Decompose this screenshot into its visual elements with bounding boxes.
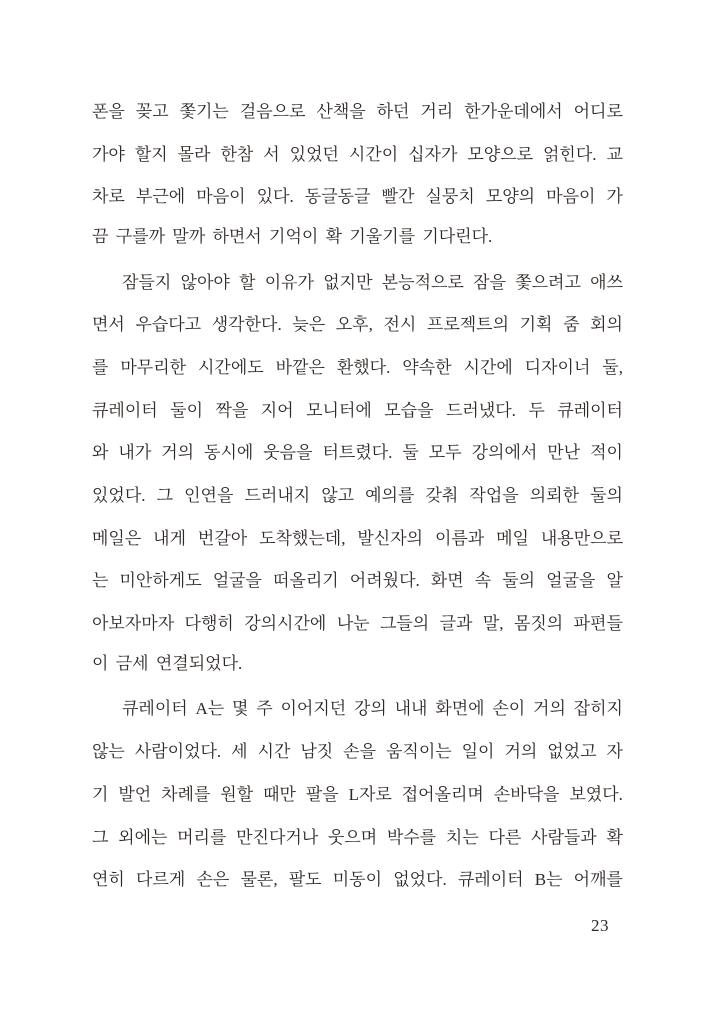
word: 만난 [547, 443, 581, 463]
word: 않아야 [180, 272, 230, 292]
word: 프로젝트의 [426, 315, 510, 335]
word: 모두 [428, 443, 462, 463]
word: 세 [231, 742, 248, 762]
word: 아보자마자 [92, 614, 175, 634]
word: 다행히 [184, 614, 234, 634]
word: 환했다. [336, 357, 391, 377]
word: 한가운데에서 [464, 101, 563, 121]
page-number: 23 [591, 916, 609, 935]
word: 있었던 [289, 144, 339, 164]
text-line [92, 173, 623, 216]
word: 메일은 [92, 528, 142, 548]
word: 오후, [335, 315, 373, 335]
word: 바깥은 [275, 357, 325, 377]
word: 강의에서 [471, 443, 538, 463]
word: 드러냈다. [445, 400, 516, 420]
word: 확 [606, 827, 623, 847]
text-line [92, 301, 623, 344]
text-line [92, 728, 623, 771]
word: B는 [534, 870, 563, 890]
word: 시간에 [463, 357, 513, 377]
word: 둘 [402, 443, 419, 463]
word: 어깨를 [573, 870, 623, 890]
word: 속 [474, 571, 492, 591]
word: 메일 [496, 528, 529, 548]
word: 와 [92, 443, 109, 463]
text-line [92, 472, 623, 515]
word: 폰을 [92, 101, 125, 121]
word: 갖춰 [425, 486, 459, 506]
word: 거의 [161, 443, 195, 463]
word: 잠들지 [122, 272, 172, 292]
text-line: 이 금세 연결되었다. [92, 653, 243, 673]
word: 이유가 [264, 272, 314, 292]
word: 마음이 [546, 187, 596, 207]
word: 예의를 [365, 486, 415, 506]
word: 터트렸다. [322, 443, 393, 463]
word: 지어 [260, 400, 294, 420]
word: 있었다. [92, 486, 146, 506]
word: 전시 [383, 315, 417, 335]
word: 않고 [321, 486, 355, 506]
word: 모습을 [384, 400, 434, 420]
word: 손은 [196, 870, 230, 890]
word: 이어지던 [280, 699, 347, 719]
word: 움직이는 [385, 742, 452, 762]
text-line [92, 856, 623, 899]
word: 주 [256, 699, 273, 719]
word: 생각한다. [211, 315, 282, 335]
word: 남짓 [300, 742, 334, 762]
word: 몇 [232, 699, 249, 719]
word: 마무리한 [120, 357, 187, 377]
word: 머리를 [177, 827, 227, 847]
text-line [92, 259, 623, 302]
word: 어려웠다. [349, 571, 420, 591]
word: 얽힌다. [543, 144, 597, 164]
word: A는 [195, 699, 225, 719]
text-line [92, 344, 623, 387]
word: 기획 [519, 315, 553, 335]
word: 약속한 [402, 357, 452, 377]
word: 거의 [504, 742, 538, 762]
word: 쫓으려고 [515, 272, 581, 292]
word: 몸짓의 [513, 614, 564, 634]
word: 가야 [92, 144, 125, 164]
word: 미안하게도 [119, 571, 202, 591]
word: 걸음으로 [239, 101, 306, 121]
word: 면서 [92, 315, 125, 335]
word: 외에는 [118, 827, 168, 847]
text-line [92, 686, 623, 729]
word: 번갈아 [197, 528, 248, 548]
word: 때만 [263, 784, 296, 804]
word: 일이 [461, 742, 495, 762]
word: 웃으며 [327, 827, 378, 847]
word: 강의 [353, 699, 387, 719]
word: 접어올리며 [401, 784, 484, 804]
word: 는 [92, 571, 109, 591]
word: 큐레이터 [122, 699, 188, 719]
word: 다르게 [136, 870, 186, 890]
word: 그 [92, 827, 109, 847]
word: 말, [482, 614, 504, 634]
word: 할 [239, 272, 256, 292]
word: 그 [156, 486, 174, 506]
word: 도착했는데, [259, 528, 346, 548]
word: 서 [263, 144, 280, 164]
word: 할지 [134, 144, 168, 164]
text-line [92, 387, 623, 430]
word: 사람이었다. [134, 742, 222, 762]
word: 큐레이터 [557, 400, 623, 420]
word: 시간 [257, 742, 291, 762]
text-line [92, 771, 623, 814]
word: 얼굴을 [546, 571, 596, 591]
word: 쫓기는 [179, 101, 229, 121]
word: 있다. [256, 187, 294, 207]
word: 없었다. [393, 870, 447, 890]
paragraph [92, 686, 623, 899]
word: 시간이 [348, 144, 399, 164]
word: 줌 [563, 315, 580, 335]
word: 않는 [92, 742, 125, 762]
word: 회의 [590, 315, 623, 335]
text-line [92, 600, 623, 643]
word: 잠을 [473, 272, 506, 292]
word: 손이 [492, 699, 526, 719]
word: 잡히지 [573, 699, 623, 719]
word: 모양의 [485, 187, 536, 207]
word: 손바닥을 [493, 784, 560, 804]
word: 원할 [220, 784, 254, 804]
word: 거의 [533, 699, 566, 719]
word: 어디로 [573, 101, 623, 121]
word: 거리 [420, 101, 454, 121]
word: 본능적으로 [381, 272, 464, 292]
word: 늦은 [292, 315, 326, 335]
word: 큐레이터 [457, 870, 524, 890]
word: 차례를 [161, 784, 211, 804]
word: 애쓰 [590, 272, 623, 292]
word: 없었고 [547, 742, 597, 762]
word: 팔을 [305, 784, 339, 804]
word: 사람들과 [531, 827, 597, 847]
word: 큐레이터 [92, 400, 158, 420]
word: 디자이너 [524, 357, 591, 377]
word: 꽂고 [135, 101, 169, 121]
word: 를 [92, 357, 109, 377]
word: 연히 [92, 870, 125, 890]
word: 내가 [118, 443, 152, 463]
text-line [92, 515, 623, 558]
word: 웃음을 [263, 443, 313, 463]
word: 마음이 [196, 187, 246, 207]
word: 손을 [343, 742, 377, 762]
word: 우습다고 [135, 315, 202, 335]
word: 화면 [430, 571, 464, 591]
word: 팔도 [288, 870, 322, 890]
word: 몰라 [177, 144, 211, 164]
word: 얼굴을 [212, 571, 262, 591]
word: 내내 [394, 699, 428, 719]
word: 둘, [602, 357, 623, 377]
word: 내게 [153, 528, 187, 548]
word: 산책을 [316, 101, 366, 121]
word: 교 [606, 144, 623, 164]
text-line [92, 814, 623, 857]
word: 기 [92, 784, 109, 804]
word: 보였다. [569, 784, 623, 804]
word: 하던 [376, 101, 410, 121]
word: 짝을 [215, 400, 249, 420]
word: 가 [606, 187, 623, 207]
word: 만진다거나 [236, 827, 319, 847]
word: 화면에 [435, 699, 485, 719]
text-line [92, 558, 623, 601]
text-line [92, 430, 623, 473]
word: 발언 [118, 784, 152, 804]
word: 강의시간에 [244, 614, 327, 634]
word: 둘이 [170, 400, 204, 420]
word: 내용만으로 [540, 528, 623, 548]
word: 물론, [240, 870, 278, 890]
word: 파편들 [573, 614, 623, 634]
word: 인연을 [184, 486, 234, 506]
word: 실뭉치 [425, 187, 475, 207]
word: 발신자의 [357, 528, 424, 548]
word: 모니터에 [306, 400, 372, 420]
word: 차로 [92, 187, 125, 207]
paragraph [92, 88, 623, 259]
word: 미동이 [332, 870, 383, 890]
word: 의뢰한 [529, 486, 580, 506]
word: L자로 [348, 784, 392, 804]
word: 드러내지 [244, 486, 311, 506]
text-line [92, 88, 623, 131]
word: 둘의 [502, 571, 536, 591]
word: 두 [528, 400, 545, 420]
word: 자 [606, 742, 623, 762]
word: 떠올리기 [273, 571, 339, 591]
text-line: 끔 구를까 말까 하면서 기억이 확 기울기를 기다린다. [92, 227, 493, 247]
word: 나눈 [336, 614, 370, 634]
word: 모양으로 [467, 144, 534, 164]
word: 부근에 [135, 187, 186, 207]
word: 작업을 [469, 486, 519, 506]
word: 다른 [488, 827, 522, 847]
word: 둘의 [590, 486, 623, 506]
word: 동시에 [204, 443, 254, 463]
word: 십자가 [408, 144, 458, 164]
word: 시간에도 [197, 357, 264, 377]
word: 한참 [220, 144, 254, 164]
word: 박수를 [386, 827, 437, 847]
paragraph [92, 259, 623, 686]
word: 빨간 [381, 187, 415, 207]
word: 동글동글 [304, 187, 371, 207]
word: 적이 [590, 443, 623, 463]
word: 그들의 [379, 614, 430, 634]
word: 알 [606, 571, 623, 591]
word: 글과 [439, 614, 473, 634]
word: 치는 [445, 827, 479, 847]
body-text [92, 88, 623, 899]
text-line [92, 131, 623, 174]
word: 없지만 [323, 272, 373, 292]
word: 이름과 [434, 528, 485, 548]
